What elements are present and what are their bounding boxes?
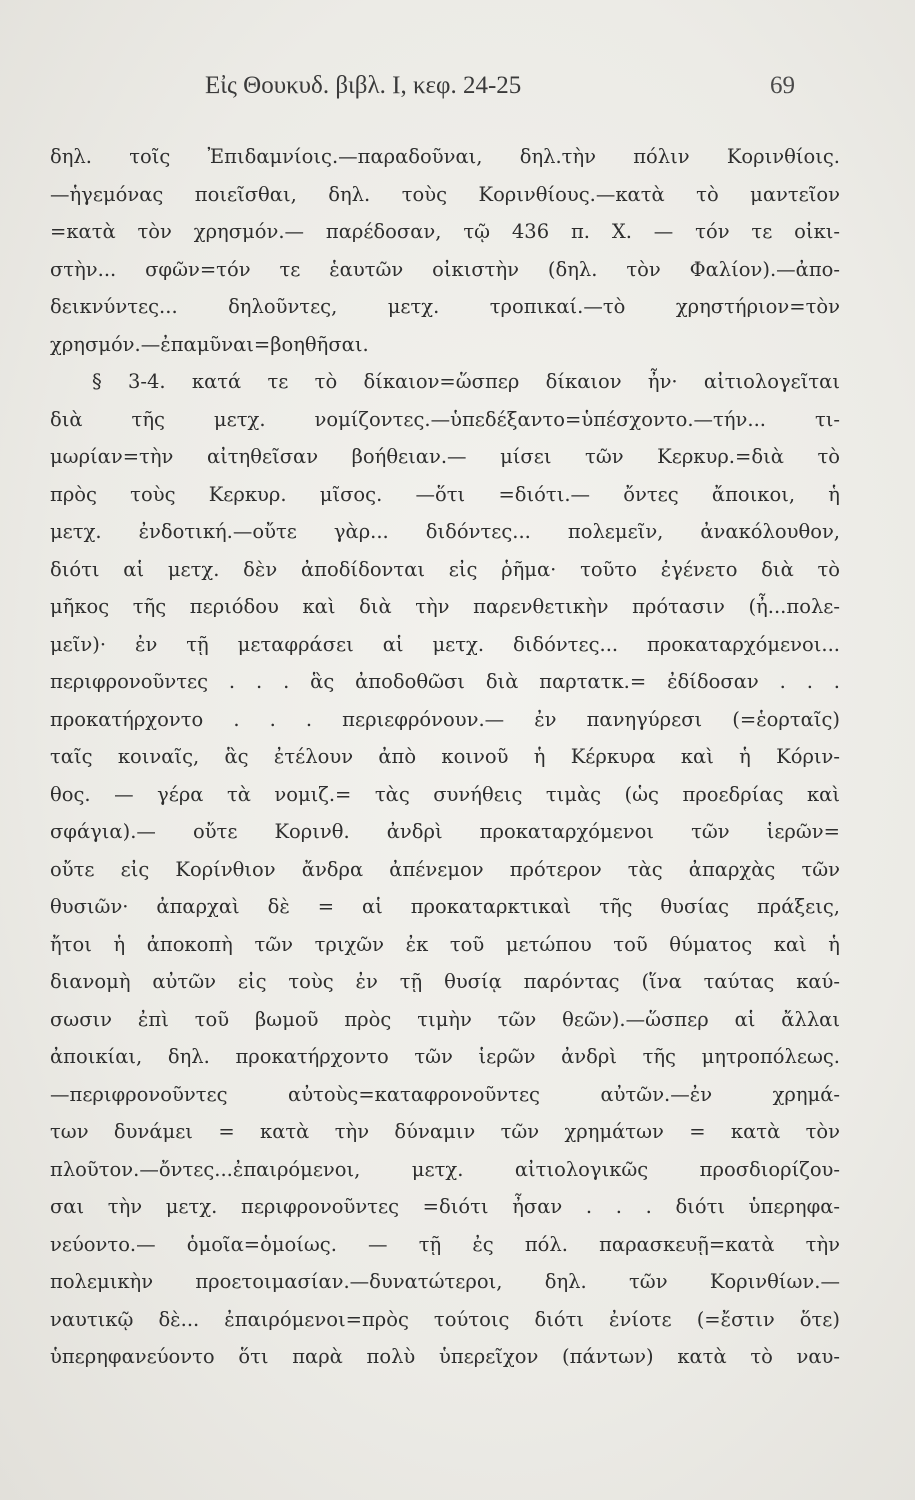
text-line: δεικνύντες... δηλοῦντες, μετχ. τροπικαί.—τὸ χρηστήριον=τὸν <box>50 295 840 318</box>
text-line: ναυτικῷ δὲ... ἐπαιρόμενοι=πρὸς τούτοις διότι ἐνίοτε (=ἔστιν ὅτε) <box>50 1307 840 1331</box>
text-line: δηλ. τοῖς Ἐπιδαμνίοις.—παραδοῦναι, δηλ.τὴν πόλιν Κορινθίοις. <box>50 145 840 168</box>
text-line: —ἡγεμόνας ποιεῖσθαι, δηλ. τοὺς Κορινθίους.—κατὰ τὸ μαντεῖον <box>50 182 840 206</box>
text-line: διότι αἱ μετχ. δὲν ἀποδίδονται εἰς ῥῆμα· τοῦτο ἐγένετο διὰ τὸ <box>50 557 840 581</box>
text-line: σωσιν ἐπὶ τοῦ βωμοῦ πρὸς τιμὴν τῶν θεῶν).—ὥσπερ αἱ ἄλλαι <box>50 1007 840 1031</box>
text-line: μῆκος τῆς περιόδου καὶ διὰ τὴν παρενθετικὴν πρότασιν (ἦ...πολε- <box>50 595 840 618</box>
text-line: προκατήρχοντο . . . περιεφρόνουν.— ἐν πανηγύρεσι (=ἑορταῖς) <box>50 707 840 731</box>
text-line: σαι τὴν μετχ. περιφρονοῦντες =διότι ἦσαν . . . διότι ὑπερηφα- <box>50 1195 840 1218</box>
text-line: νεύοντο.— ὁμοῖα=ὁμοίως. — τῇ ἐς πόλ. παρασκευῇ=κατὰ τὴν <box>50 1232 840 1256</box>
text-line: διανομὴ αὐτῶν εἰς τοὺς ἐν τῇ θυσίᾳ παρόντας (ἵνα ταύτας καύ- <box>50 970 840 993</box>
text-line: ταῖς κοιναῖς, ἃς ἐτέλουν ἀπὸ κοινοῦ ἡ Κέρκυρα καὶ ἡ Κόριν- <box>50 745 840 768</box>
text-line: θυσιῶν· ἀπαρχαὶ δὲ = αἱ προκαταρκτικαὶ τῆς θυσίας πράξεις, <box>50 895 840 918</box>
text-line: μεῖν)· ἐν τῇ μεταφράσει αἱ μετχ. διδόντες... προκαταρχόμενοι... <box>50 632 840 656</box>
text-line: θος. — γέρα τὰ νομιζ.= τὰς συνήθεις τιμὰς (ὡς προεδρίας καὶ <box>50 782 840 806</box>
text-line: διὰ τῆς μετχ. νομίζοντες.—ὑπεδέξαντο=ὑπέσχοντο.—τήν... τι- <box>50 407 840 431</box>
page-number: 69 <box>770 72 795 99</box>
text-line: ἀποικίαι, δηλ. προκατήρχοντο τῶν ἱερῶν ἀνδρὶ τῆς μητροπόλεως. <box>50 1045 840 1068</box>
text-line: —περιφρονοῦντες αὐτοὺς=καταφρονοῦντες αὐτῶν.—ἐν χρημά- <box>50 1082 840 1106</box>
commentary-text <box>50 138 840 1376</box>
text-line: σφάγια).— οὔτε Κορινθ. ἀνδρὶ προκαταρχόμενοι τῶν ἱερῶν= <box>50 820 840 843</box>
section-start-line: § 3-4. κατά τε τὸ δίκαιον=ὥσπερ δίκαιον ἦν· αἰτιολογεῖται <box>92 370 840 393</box>
text-line: στὴν... σφῶν=τόν τε ἑαυτῶν οἰκιστὴν (δηλ. τὸν Φαλίον).—ἀπο- <box>50 257 840 281</box>
text-line: μωρίαν=τὴν αἰτηθεῖσαν βοήθειαν.— μίσει τῶν Κερκυρ.=διὰ τὸ <box>50 445 840 468</box>
text-line: =κατὰ τὸν χρησμόν.— παρέδοσαν, τῷ 436 π. Χ. — τόν τε οἰκι- <box>50 220 840 243</box>
text-line: μετχ. ἐνδοτική.—οὔτε γὰρ... διδόντες... πολεμεῖν, ἀνακόλουθον, <box>50 520 840 543</box>
text-line: ὑπερηφανεύοντο ὅτι παρὰ πολὺ ὑπερεῖχον (πάντων) κατὰ τὸ ναυ- <box>50 1345 840 1368</box>
page-header <box>205 72 795 112</box>
text-line: ἤτοι ἡ ἀποκοπὴ τῶν τριχῶν ἐκ τοῦ μετώπου τοῦ θύματος καὶ ἡ <box>50 932 840 956</box>
text-line: πλοῦτον.—ὄντες...ἐπαιρόμενοι, μετχ. αἰτιολογικῶς προσδιορίζου- <box>50 1157 840 1181</box>
text-line: περιφρονοῦντες . . . ἃς ἀποδοθῶσι διὰ παρτατκ.= ἐδίδοσαν . . . <box>50 670 840 693</box>
text-line: πρὸς τοὺς Κερκυρ. μῖσος. —ὅτι =διότι.— ὄντες ἄποικοι, ἡ <box>50 482 840 506</box>
running-title: Εἰς Θουκυδ. βιβλ. Ι, κεφ. 24-25 <box>205 72 522 99</box>
text-line: των δυνάμει = κατὰ τὴν δύναμιν τῶν χρημάτων = κατὰ τὸν <box>50 1120 840 1143</box>
text-line: οὔτε εἰς Κορίνθιον ἄνδρα ἀπένεμον πρότερον τὰς ἀπαρχὰς τῶν <box>50 857 840 881</box>
text-line: χρησμόν.—ἐπαμῦναι=βοηθῆσαι. <box>50 332 369 356</box>
text-line: πολεμικὴν προετοιμασίαν.—δυνατώτεροι, δηλ. τῶν Κορινθίων.— <box>50 1270 840 1293</box>
